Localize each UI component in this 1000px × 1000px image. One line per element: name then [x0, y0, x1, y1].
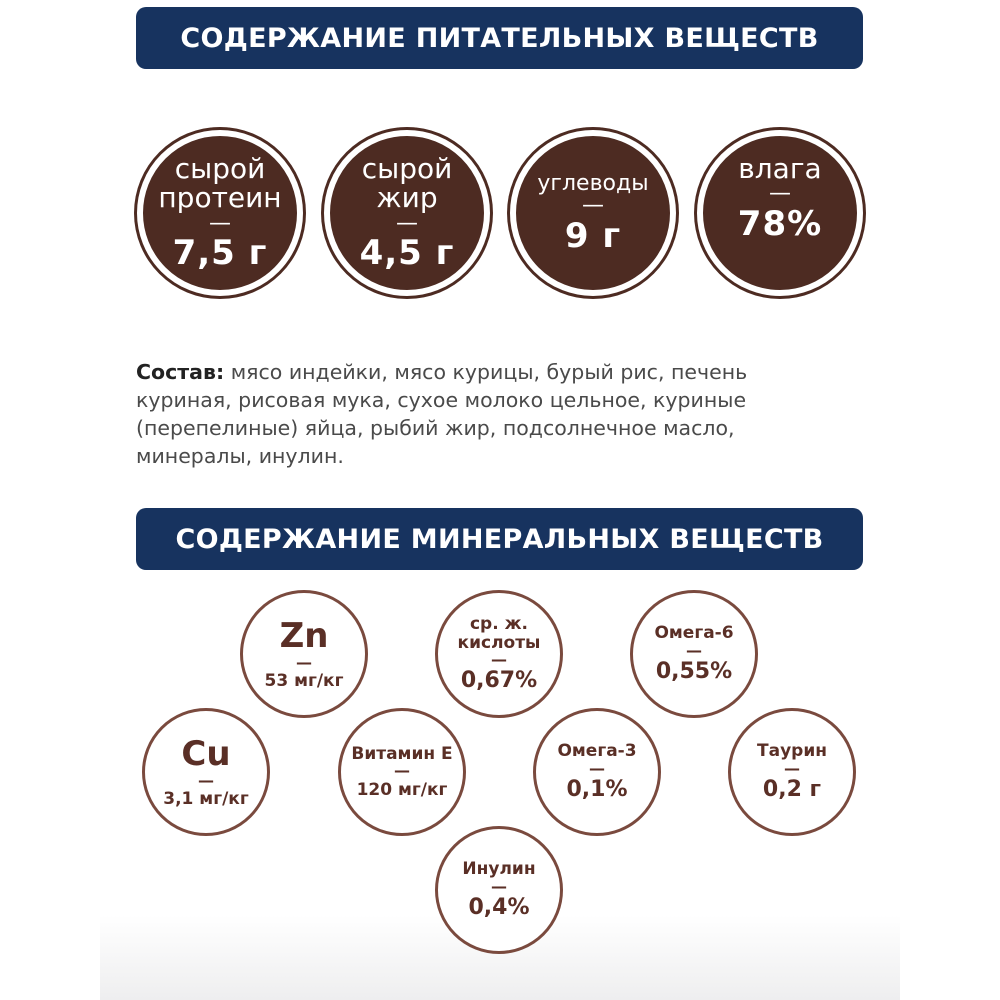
mineral-label: ср. ж. кислоты [457, 614, 541, 653]
nutrient-circle-carbs [510, 130, 676, 296]
mineral-circle-inulin [435, 826, 563, 954]
mineral-dash: — [784, 758, 800, 778]
nutrient-circle-protein [137, 130, 303, 296]
nutrient-value: 7,5 г [172, 233, 268, 274]
mineral-label: Таурин [757, 741, 827, 762]
mineral-label: Омега-3 [557, 741, 637, 762]
mineral-value: 0,4% [468, 894, 530, 920]
mineral-value: 53 мг/кг [264, 670, 344, 691]
nutrient-label: углеводы [537, 170, 649, 196]
nutrient-dash: — [582, 192, 604, 218]
mineral-circle-cu [142, 708, 270, 836]
mineral-dash: — [491, 876, 507, 896]
mineral-value: 0,55% [655, 658, 733, 684]
composition-label: Состав: [136, 360, 225, 384]
mineral-label: Zn [279, 615, 329, 656]
composition-ingredients: мясо индейки, мясо курицы, бурый рис, печень куриная, рисовая мука, сухое молоко цельное, куриные (перепелиные) яйца, рыбий жир, подсолнечное масло, минералы, инулин. [136, 360, 748, 468]
composition-text [136, 358, 836, 470]
mineral-dash: — [686, 640, 702, 660]
mineral-dash: — [589, 758, 605, 778]
nutrient-dash: — [209, 210, 231, 236]
mineral-dash: — [198, 770, 214, 790]
mineral-value: 0,2 г [762, 776, 822, 802]
mineral-value: 0,67% [460, 668, 538, 694]
mineral-label: Инулин [462, 859, 536, 880]
mineral-circle-fatty-acids [435, 590, 563, 718]
nutrient-dash: — [396, 210, 418, 236]
mineral-circle-omega-3 [533, 708, 661, 836]
mineral-label: Омега-6 [654, 623, 734, 644]
mineral-value: 3,1 мг/кг [163, 788, 249, 809]
nutrients-banner: СОДЕРЖАНИЕ ПИТАТЕЛЬНЫХ ВЕЩЕСТВ [136, 7, 863, 69]
minerals-banner: СОДЕРЖАНИЕ МИНЕРАЛЬНЫХ ВЕЩЕСТВ [136, 508, 863, 570]
mineral-circle-taurine [728, 708, 856, 836]
nutrient-value: 78% [737, 203, 823, 244]
mineral-dash: — [394, 761, 410, 781]
mineral-value: 0,1% [566, 776, 628, 802]
mineral-dash: — [296, 652, 312, 672]
nutrient-circle-fat [324, 130, 490, 296]
mineral-value: 120 мг/кг [356, 779, 448, 800]
nutrient-value: 4,5 г [359, 233, 455, 274]
nutrient-circle-moisture [697, 130, 863, 296]
mineral-dash: — [491, 649, 507, 669]
nutrient-label: сырой протеин [158, 151, 282, 215]
mineral-label: Витамин Е [351, 744, 453, 765]
nutrient-label: сырой жир [361, 151, 453, 215]
mineral-circle-omega-6 [630, 590, 758, 718]
mineral-circle-zn [240, 590, 368, 718]
nutrient-value: 9 г [564, 215, 622, 256]
mineral-label: Cu [181, 733, 231, 774]
mineral-circle-vitamin-e [338, 708, 466, 836]
nutrient-label: влага [738, 151, 822, 185]
nutrient-dash: — [769, 181, 791, 207]
